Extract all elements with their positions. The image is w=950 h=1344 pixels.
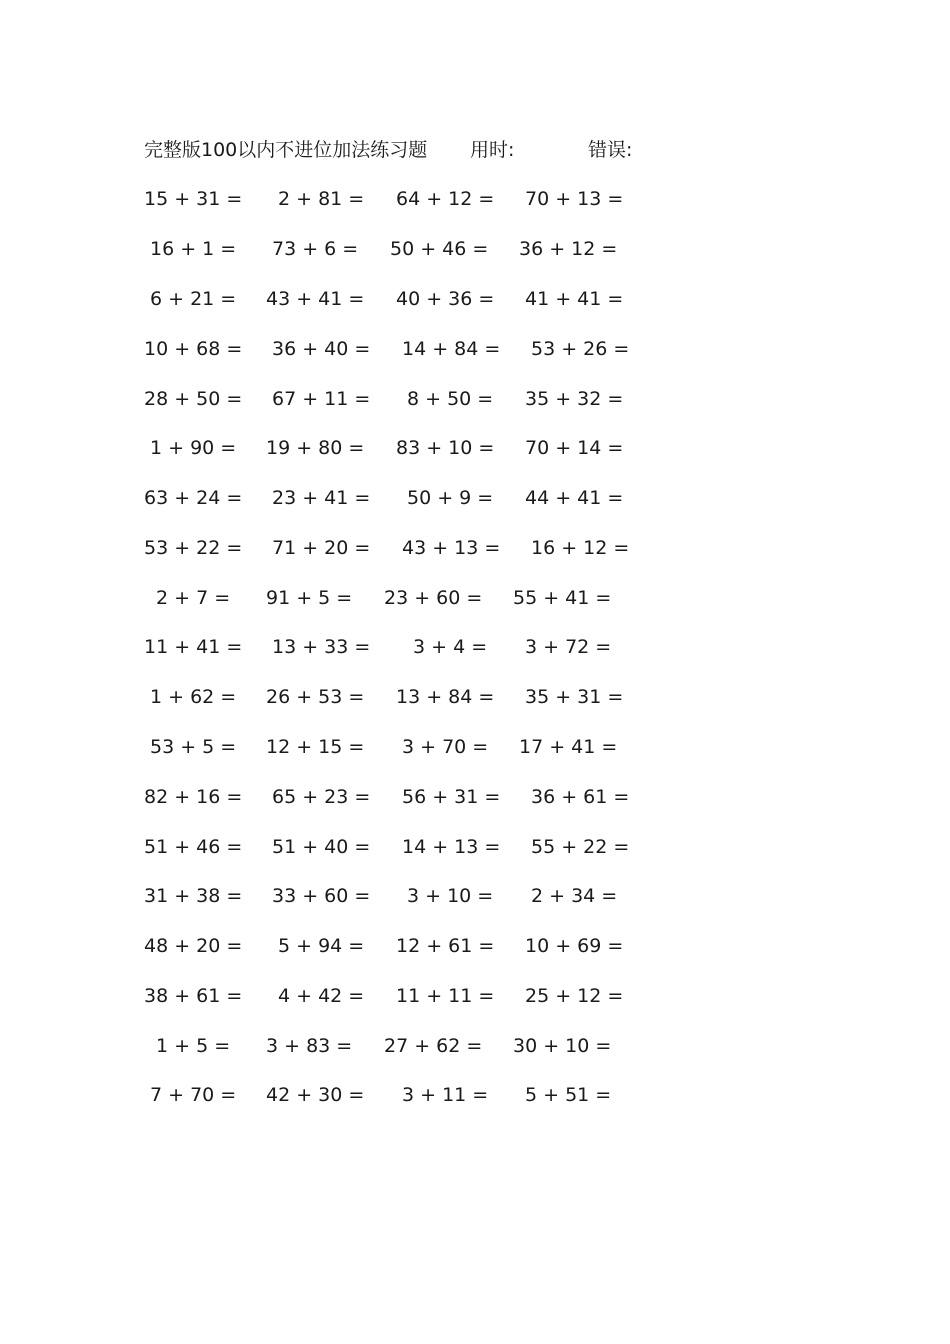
addition-problem: 36 + 40 = xyxy=(272,338,371,360)
addition-problem: 23 + 60 = xyxy=(384,587,483,609)
problem-row xyxy=(0,683,950,711)
addition-problem: 33 + 60 = xyxy=(272,885,371,907)
addition-problem: 3 + 4 = xyxy=(413,636,488,658)
addition-problem: 3 + 83 = xyxy=(266,1035,353,1057)
addition-problem: 3 + 11 = xyxy=(402,1084,489,1106)
addition-problem: 10 + 68 = xyxy=(144,338,243,360)
addition-problem: 14 + 84 = xyxy=(402,338,501,360)
addition-problem: 5 + 94 = xyxy=(278,935,365,957)
addition-problem: 64 + 12 = xyxy=(396,188,495,210)
problem-row xyxy=(0,882,950,910)
problem-row xyxy=(0,235,950,263)
addition-problem: 15 + 31 = xyxy=(144,188,243,210)
problem-row xyxy=(0,335,950,363)
problem-row xyxy=(0,833,950,861)
addition-problem: 67 + 11 = xyxy=(272,388,371,410)
addition-problem: 55 + 22 = xyxy=(531,836,630,858)
errors-label: 错误: xyxy=(588,139,633,161)
addition-problem: 1 + 90 = xyxy=(150,437,237,459)
addition-problem: 50 + 46 = xyxy=(390,238,489,260)
addition-problem: 56 + 31 = xyxy=(402,786,501,808)
addition-problem: 70 + 14 = xyxy=(525,437,624,459)
addition-problem: 25 + 12 = xyxy=(525,985,624,1007)
addition-problem: 11 + 11 = xyxy=(396,985,495,1007)
addition-problem: 7 + 70 = xyxy=(150,1084,237,1106)
addition-problem: 2 + 81 = xyxy=(278,188,365,210)
addition-problem: 40 + 36 = xyxy=(396,288,495,310)
addition-problem: 12 + 61 = xyxy=(396,935,495,957)
addition-problem: 43 + 41 = xyxy=(266,288,365,310)
addition-problem: 16 + 1 = xyxy=(150,238,237,260)
addition-problem: 63 + 24 = xyxy=(144,487,243,509)
problem-row xyxy=(0,185,950,213)
addition-problem: 65 + 23 = xyxy=(272,786,371,808)
addition-problem: 2 + 34 = xyxy=(531,885,618,907)
addition-problem: 12 + 15 = xyxy=(266,736,365,758)
addition-problem: 3 + 70 = xyxy=(402,736,489,758)
problem-row xyxy=(0,534,950,562)
addition-problem: 13 + 84 = xyxy=(396,686,495,708)
addition-problem: 42 + 30 = xyxy=(266,1084,365,1106)
time-label: 用时: xyxy=(470,139,515,161)
addition-problem: 82 + 16 = xyxy=(144,786,243,808)
problem-row xyxy=(0,982,950,1010)
addition-problem: 14 + 13 = xyxy=(402,836,501,858)
addition-problem: 4 + 42 = xyxy=(278,985,365,1007)
addition-problem: 50 + 9 = xyxy=(407,487,494,509)
addition-problem: 19 + 80 = xyxy=(266,437,365,459)
addition-problem: 83 + 10 = xyxy=(396,437,495,459)
addition-problem: 5 + 51 = xyxy=(525,1084,612,1106)
problem-row xyxy=(0,1032,950,1060)
addition-problem: 53 + 5 = xyxy=(150,736,237,758)
addition-problem: 27 + 62 = xyxy=(384,1035,483,1057)
addition-problem: 55 + 41 = xyxy=(513,587,612,609)
addition-problem: 53 + 22 = xyxy=(144,537,243,559)
addition-problem: 28 + 50 = xyxy=(144,388,243,410)
addition-problem: 73 + 6 = xyxy=(272,238,359,260)
addition-problem: 91 + 5 = xyxy=(266,587,353,609)
addition-problem: 23 + 41 = xyxy=(272,487,371,509)
addition-problem: 3 + 10 = xyxy=(407,885,494,907)
addition-problem: 41 + 41 = xyxy=(525,288,624,310)
worksheet-title: 完整版100以内不进位加法练习题 xyxy=(144,139,428,161)
addition-problem: 16 + 12 = xyxy=(531,537,630,559)
addition-problem: 36 + 12 = xyxy=(519,238,618,260)
addition-problem: 53 + 26 = xyxy=(531,338,630,360)
addition-problem: 38 + 61 = xyxy=(144,985,243,1007)
problem-row xyxy=(0,385,950,413)
problem-row xyxy=(0,633,950,661)
addition-problem: 1 + 5 = xyxy=(156,1035,231,1057)
addition-problem: 1 + 62 = xyxy=(150,686,237,708)
addition-problem: 11 + 41 = xyxy=(144,636,243,658)
addition-problem: 2 + 7 = xyxy=(156,587,231,609)
addition-problem: 36 + 61 = xyxy=(531,786,630,808)
addition-problem: 31 + 38 = xyxy=(144,885,243,907)
addition-problem: 10 + 69 = xyxy=(525,935,624,957)
addition-problem: 51 + 40 = xyxy=(272,836,371,858)
problem-row xyxy=(0,783,950,811)
addition-problem: 13 + 33 = xyxy=(272,636,371,658)
addition-problem: 3 + 72 = xyxy=(525,636,612,658)
addition-problem: 51 + 46 = xyxy=(144,836,243,858)
addition-problem: 48 + 20 = xyxy=(144,935,243,957)
addition-problem: 44 + 41 = xyxy=(525,487,624,509)
problem-row xyxy=(0,584,950,612)
problem-row xyxy=(0,1081,950,1109)
problem-row xyxy=(0,733,950,761)
addition-problem: 43 + 13 = xyxy=(402,537,501,559)
addition-problem: 35 + 32 = xyxy=(525,388,624,410)
problem-row xyxy=(0,434,950,462)
addition-problem: 8 + 50 = xyxy=(407,388,494,410)
addition-problem: 70 + 13 = xyxy=(525,188,624,210)
addition-problem: 30 + 10 = xyxy=(513,1035,612,1057)
addition-problem: 17 + 41 = xyxy=(519,736,618,758)
problem-row xyxy=(0,932,950,960)
problem-row xyxy=(0,484,950,512)
addition-problem: 6 + 21 = xyxy=(150,288,237,310)
addition-problem: 26 + 53 = xyxy=(266,686,365,708)
addition-problem: 71 + 20 = xyxy=(272,537,371,559)
addition-problem: 35 + 31 = xyxy=(525,686,624,708)
problem-row xyxy=(0,285,950,313)
